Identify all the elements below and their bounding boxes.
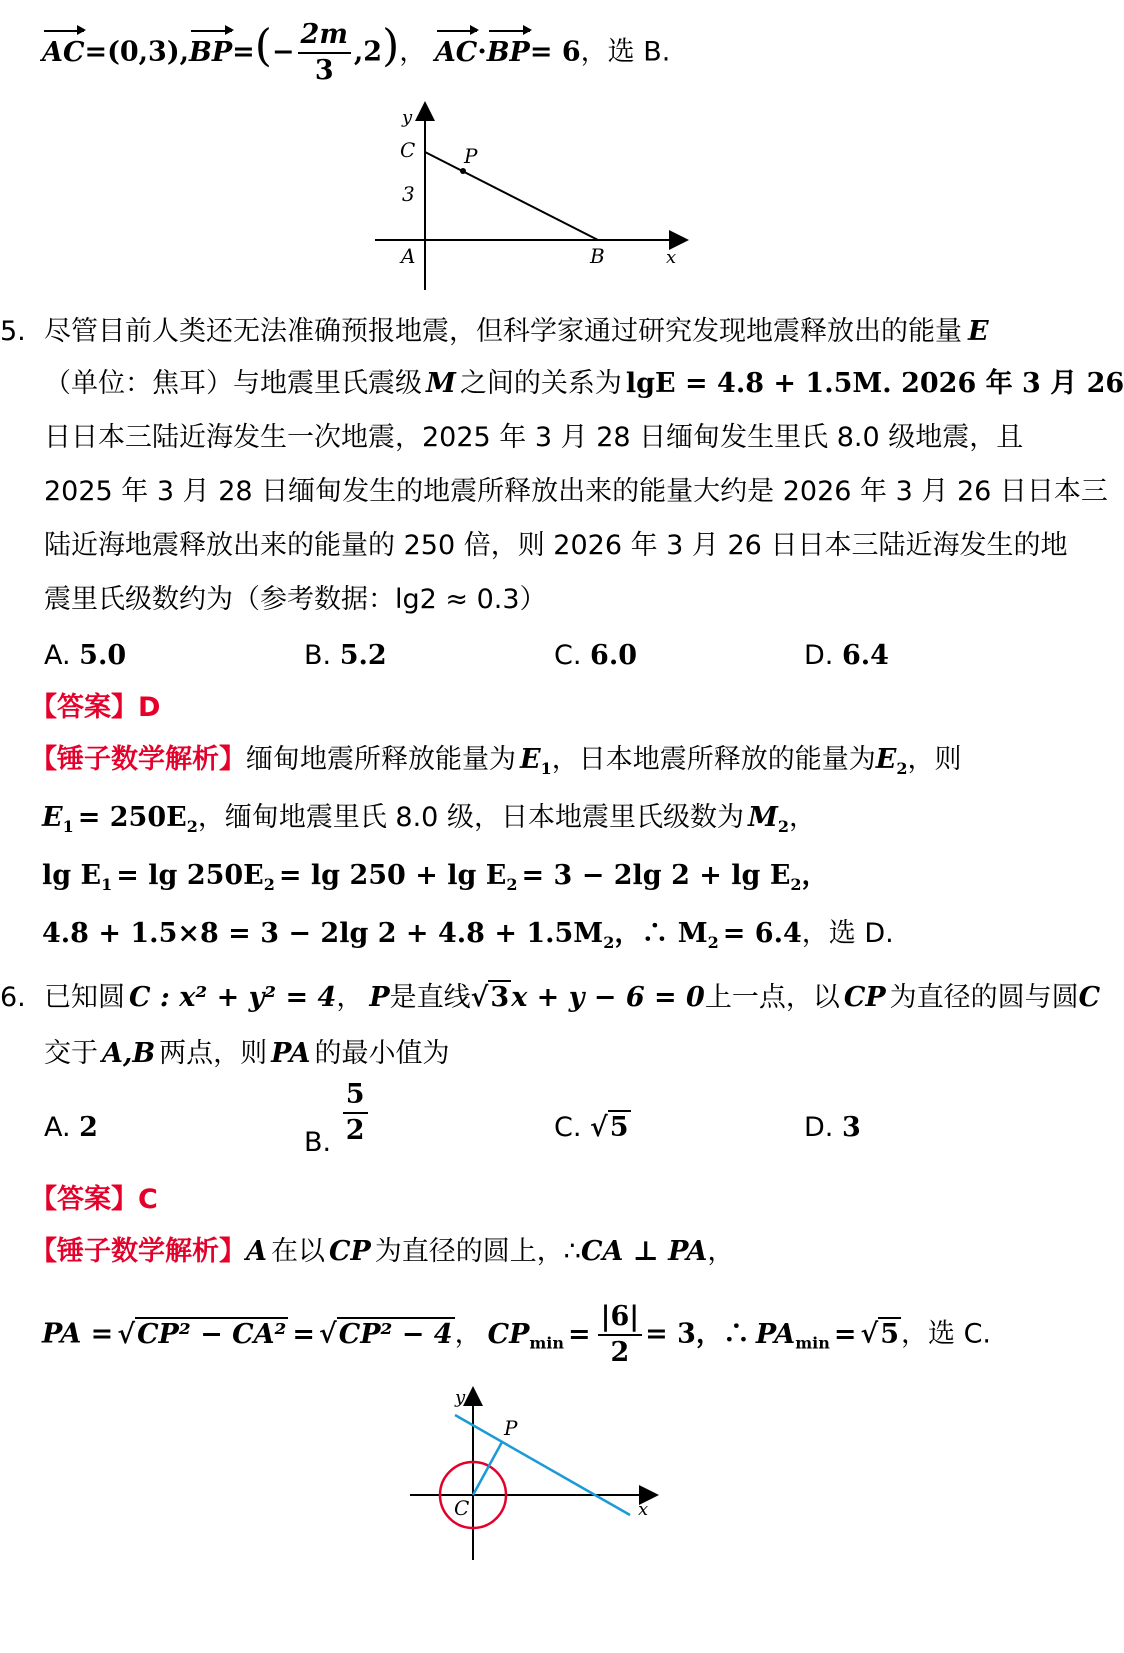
option-a-value: 2: [79, 1112, 98, 1143]
s1g: ，则: [907, 744, 962, 775]
s2g: 2: [777, 817, 789, 836]
q6-option-b[interactable]: [304, 1078, 371, 1158]
q6-var-p: P: [369, 982, 390, 1013]
q5-text-1a: 尽管目前人类还无法准确预报地震，但科学家通过研究发现地震释放出的能量: [44, 316, 962, 347]
q5-analysis-line-4: [42, 914, 894, 963]
s2a: E: [42, 802, 63, 833]
sqrt-5-value: 5: [880, 1318, 899, 1350]
s1e: CA ⊥ PA: [580, 1236, 708, 1267]
s2f: CP: [487, 1318, 530, 1350]
frac-6-2-den: 2: [610, 1337, 630, 1368]
q5-text-6: 震里氏级数约为（参考数据：lg2 ≈ 0.3）: [44, 584, 547, 615]
bp-rest: ,2: [353, 36, 383, 68]
sqrt-2: √CP² − 4: [319, 1318, 453, 1350]
q6-pa: PA: [271, 1038, 311, 1069]
q5-line-2: [44, 364, 1124, 404]
q6-l2c: 两点，则: [159, 1038, 268, 1069]
s4a: 4.8 + 1.5×8 = 3 − 2lg 2 + 4.8 + 1.5M: [42, 918, 604, 949]
sub-2: 2: [896, 759, 908, 778]
fraction-denominator: 3: [314, 55, 334, 86]
q5-text-4: 2025 年 3 月 28 日缅甸发生的地震所释放出来的能量大约是 2026 年 3 月 26 日日本三: [44, 476, 1108, 507]
figure-triangle-diagram: [360, 95, 700, 295]
comma: ，: [399, 36, 427, 68]
s3i: ，: [801, 860, 829, 891]
q5-line-6: [44, 580, 547, 620]
q6-line-1: [0, 978, 1100, 1018]
sqrt-2-value: CP² − 4: [338, 1318, 453, 1350]
sqrt3: √3: [470, 982, 510, 1013]
line-sqrt3x-y-6: [455, 1415, 630, 1515]
sqrt-5: √5: [860, 1318, 899, 1350]
s1f: ，: [707, 1236, 735, 1267]
analysis-tag: 【锤子数学解析】: [30, 744, 246, 775]
s2b: 1: [62, 817, 74, 836]
option-b-label: B.: [304, 1126, 332, 1158]
s2p: ，选 C.: [901, 1318, 992, 1350]
q6-analysis-line-1: [30, 1232, 734, 1272]
fraction-numerator: 2m: [298, 18, 351, 54]
option-b-value: 5.2: [339, 640, 387, 671]
dot-vector-bp: BP: [487, 33, 530, 73]
s2c: =: [292, 1318, 315, 1350]
s2e: ，: [454, 1318, 482, 1350]
label-y: y: [402, 107, 413, 128]
var-e1: E: [520, 744, 541, 775]
s4b: 2: [603, 933, 615, 952]
q6-circle-eq: C : x² + y² = 4: [129, 982, 337, 1013]
q6-l2a: 交于: [44, 1038, 98, 1069]
q5-option-a[interactable]: [44, 636, 126, 676]
option-c-sqrt: √5: [590, 1112, 629, 1143]
s4c: ，∴ M: [614, 918, 708, 949]
s2n: =: [833, 1318, 857, 1350]
q5-option-b[interactable]: [304, 636, 387, 676]
q6-number: 6.: [0, 982, 26, 1013]
q5-number: 5.: [0, 316, 26, 347]
q6-l1c: ，: [336, 982, 364, 1013]
label-b: B: [590, 244, 605, 268]
vector-ac: AC: [42, 33, 84, 73]
q5-text-3: 日日本三陆近海发生一次地震，2025 年 3 月 28 日缅甸发生里氏 8.0 级地震，且: [44, 422, 1024, 453]
s3h: 2: [790, 875, 802, 894]
q6-line-2: [44, 1034, 449, 1074]
right-paren: ): [382, 20, 400, 72]
q5-text-5: 陆近海地震释放出来的能量的 250 倍，则 2026 年 3 月 26 日日本三陆近海发生的地: [44, 530, 1068, 561]
q6-l1j: 为直径的圆与圆: [889, 982, 1079, 1013]
sqrt-1-value: CP² − CA²: [137, 1318, 287, 1350]
label-p: P: [464, 144, 478, 168]
q6-cp: CP: [843, 982, 886, 1013]
q5-option-d[interactable]: [804, 636, 889, 676]
label-x: x: [666, 247, 677, 268]
s2l: PA: [755, 1318, 796, 1350]
option-a-label: A.: [44, 640, 71, 671]
q5-date: . 2026 年 3 月 26: [882, 368, 1124, 399]
s4f: ，选 D.: [801, 918, 894, 949]
q6-c: C: [1078, 982, 1101, 1013]
q5-text-2a: （单位：焦耳）与地震里氏震级: [44, 368, 422, 399]
option-d-value: 3: [841, 1112, 861, 1143]
fraction-2m-3: [298, 18, 351, 88]
q6-l1e: 是直线: [389, 982, 471, 1013]
q6-l2e: 的最小值为: [314, 1038, 450, 1069]
q5-answer: 【答案】D: [30, 692, 161, 723]
vector-bp: BP: [189, 33, 232, 73]
q6-answer: 【答案】C: [30, 1184, 158, 1215]
s2d: 2: [186, 817, 198, 836]
s3b: 1: [101, 875, 113, 894]
label-y-2: y: [455, 1387, 466, 1408]
bp-minus: −: [271, 36, 295, 68]
q6-line-eq: x + y − 6 = 0: [511, 982, 705, 1013]
s3e: = lg 250 + lg E: [278, 860, 507, 891]
q5-line-4: [44, 472, 1108, 512]
s3f: 2: [506, 875, 518, 894]
s1c: CP: [328, 1236, 371, 1267]
s3d: 2: [263, 875, 275, 894]
q6-analysis-line-2: [42, 1300, 991, 1370]
q5-analysis-line-1: [30, 740, 961, 789]
s2m: min: [795, 1333, 830, 1353]
option-d-label: D.: [804, 1112, 834, 1143]
option-b-label: B.: [304, 640, 332, 671]
option-c-label: C.: [554, 640, 582, 671]
point-p: [460, 168, 466, 174]
choose-b: ，选 B.: [580, 36, 671, 68]
q6-l1a: 已知圆: [44, 982, 125, 1013]
frac-den: 2: [345, 1115, 365, 1146]
s4d: 2: [707, 933, 719, 952]
option-a-label: A.: [44, 1112, 71, 1143]
label-p-2: P: [504, 1416, 518, 1440]
left-paren: (: [254, 20, 272, 72]
q5-text-2c: 之间的关系为: [459, 368, 622, 399]
label-c: C: [400, 138, 416, 162]
sub-1: 1: [540, 759, 552, 778]
segment-cp: [473, 1442, 502, 1495]
analysis-tag: 【锤子数学解析】: [30, 1236, 246, 1267]
q6-l1h: 上一点，以: [704, 982, 840, 1013]
s2k: = 3，∴: [645, 1318, 750, 1350]
q5-line-3: [44, 418, 1023, 458]
q5-analysis-line-2: [42, 798, 816, 847]
dot-vector-ac: AC: [435, 33, 477, 73]
option-c-value: 5: [609, 1112, 629, 1143]
s4e: = 6.4: [722, 918, 802, 949]
q6-option-c[interactable]: [554, 1108, 631, 1148]
q5-analysis-line-3: [42, 856, 829, 905]
label-x-2: x: [638, 1499, 649, 1520]
sqrt-1: √CP² − CA²: [117, 1318, 287, 1350]
dot-product-value: = 6: [529, 36, 581, 68]
s1d: ，日本地震所释放的能量为: [551, 744, 876, 775]
s2e: ，缅甸地震里氏 8.0 级，日本地震里氏级数为: [197, 802, 744, 833]
var-e2: E: [875, 744, 897, 775]
s2h: ，: [788, 802, 816, 833]
option-d-value: 6.4: [841, 640, 889, 671]
s1d: 为直径的圆上，∴: [374, 1236, 581, 1267]
segment-cb: [425, 152, 598, 240]
s3c: = lg 250E: [116, 860, 264, 891]
q5-line-1: [0, 312, 989, 352]
vector-ac-value: =(0,3),: [84, 36, 189, 68]
label-3: 3: [402, 182, 415, 206]
option-c-label: C.: [554, 1112, 582, 1143]
option-d-label: D.: [804, 640, 834, 671]
s1b: 在以: [270, 1236, 325, 1267]
s2a: PA =: [42, 1318, 114, 1350]
frac-6-2-num: |6|: [598, 1300, 642, 1336]
sqrt3-value: 3: [490, 982, 510, 1013]
s3a: lg E: [42, 860, 102, 891]
q5-formula: lgE = 4.8 + 1.5M: [625, 368, 883, 399]
top-vector-line: [42, 18, 670, 88]
s3g: = 3 − 2lg 2 + lg E: [521, 860, 791, 891]
q6-option-a[interactable]: [44, 1108, 98, 1148]
option-b-fraction: [343, 1078, 368, 1148]
q6-ab: A,B: [102, 1038, 156, 1069]
frac-6-2: [598, 1300, 642, 1370]
label-a: A: [401, 244, 416, 268]
q5-var-e: E: [968, 316, 989, 347]
s2c: = 250E: [77, 802, 187, 833]
s1a: 缅甸地震所释放能量为: [246, 744, 516, 775]
s1a: A: [246, 1236, 267, 1267]
bp-eq: =: [232, 36, 255, 68]
s2f: M: [747, 802, 778, 833]
dot-symbol: ·: [477, 36, 487, 68]
q5-var-m: M: [426, 368, 456, 399]
figure-circle-diagram: [400, 1385, 680, 1565]
option-a-value: 5.0: [79, 640, 127, 671]
q6-option-d[interactable]: [804, 1108, 861, 1148]
q5-option-c[interactable]: [554, 636, 637, 676]
s2g: min: [529, 1333, 565, 1353]
q5-line-5: [44, 526, 1067, 566]
frac-num: 5: [343, 1078, 368, 1114]
s2h: =: [568, 1318, 591, 1350]
option-c-value: 6.0: [590, 640, 638, 671]
label-c-2: C: [454, 1496, 470, 1520]
